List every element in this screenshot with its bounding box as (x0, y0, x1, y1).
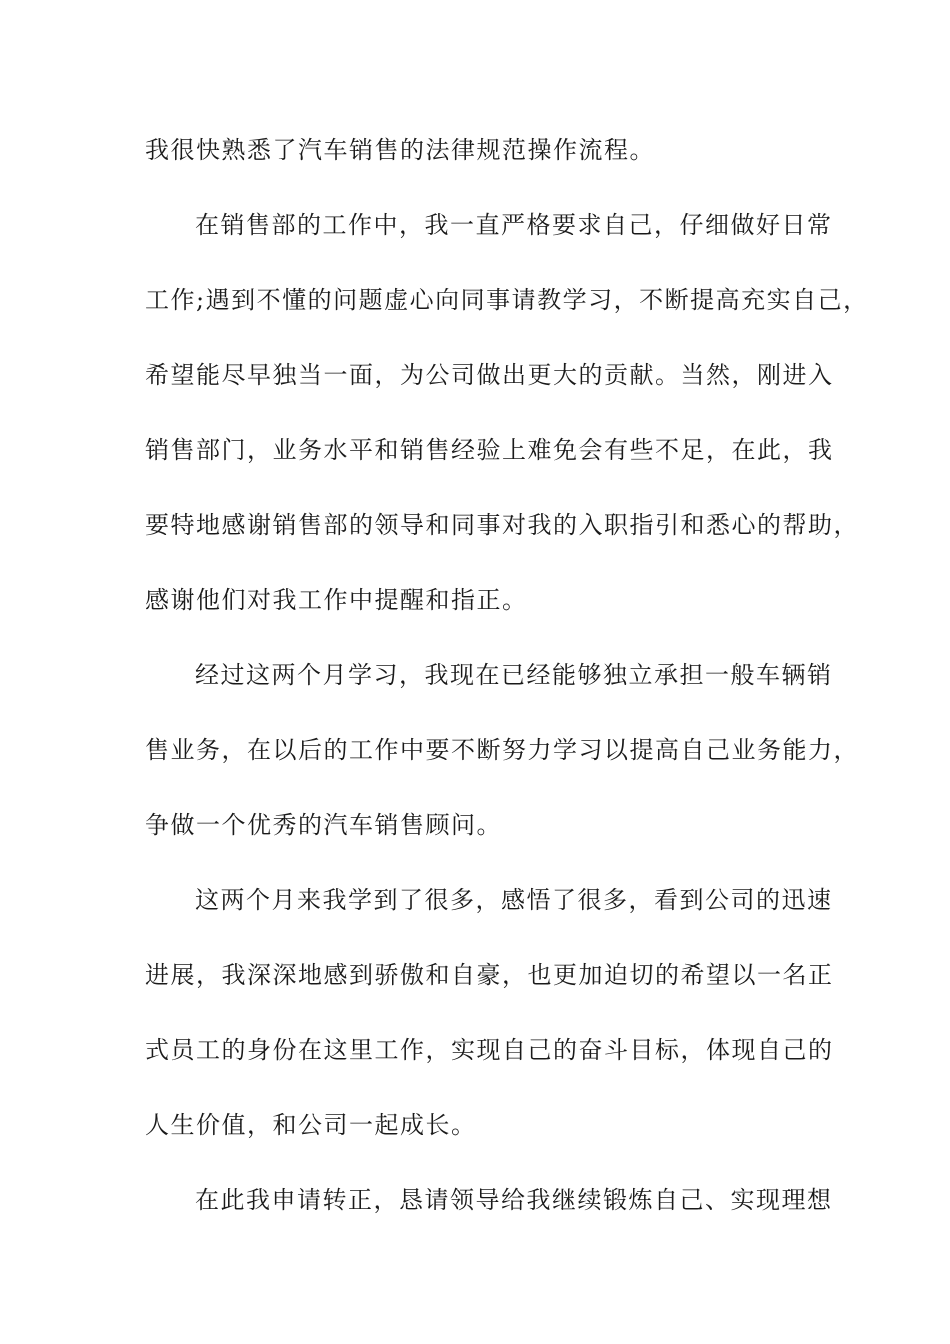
paragraph-start-line: 这两个月来我学到了很多，感悟了很多，看到公司的迅速 (195, 886, 833, 914)
text-line: 工作;遇到不懂的问题虚心向同事请教学习，不断提高充实自己， (145, 286, 869, 314)
text-line: 争做一个优秀的汽车销售顾问。 (145, 811, 502, 839)
text-line: 我很快熟悉了汽车销售的法律规范操作流程。 (145, 136, 655, 164)
text-line: 进展，我深深地感到骄傲和自豪，也更加迫切的希望以一名正 (145, 961, 834, 989)
text-line: 售业务，在以后的工作中要不断努力学习以提高自己业务能力， (145, 736, 859, 764)
paragraph-start-line: 在销售部的工作中，我一直严格要求自己，仔细做好日常 (195, 211, 833, 239)
paragraph-start-line: 经过这两个月学习，我现在已经能够独立承担一般车辆销 (195, 661, 833, 689)
text-line: 人生价值，和公司一起成长。 (145, 1111, 477, 1139)
text-line: 希望能尽早独当一面，为公司做出更大的贡献。当然，刚进入 (145, 361, 834, 389)
text-line: 销售部门，业务水平和销售经验上难免会有些不足，在此，我 (145, 436, 834, 464)
text-line: 式员工的身份在这里工作，实现自己的奋斗目标，体现自己的 (145, 1036, 834, 1064)
paragraph-start-line: 在此我申请转正，恳请领导给我继续锻炼自己、实现理想 (195, 1186, 833, 1214)
text-line: 要特地感谢销售部的领导和同事对我的入职指引和悉心的帮助， (145, 511, 859, 539)
text-line: 感谢他们对我工作中提醒和指正。 (145, 586, 528, 614)
